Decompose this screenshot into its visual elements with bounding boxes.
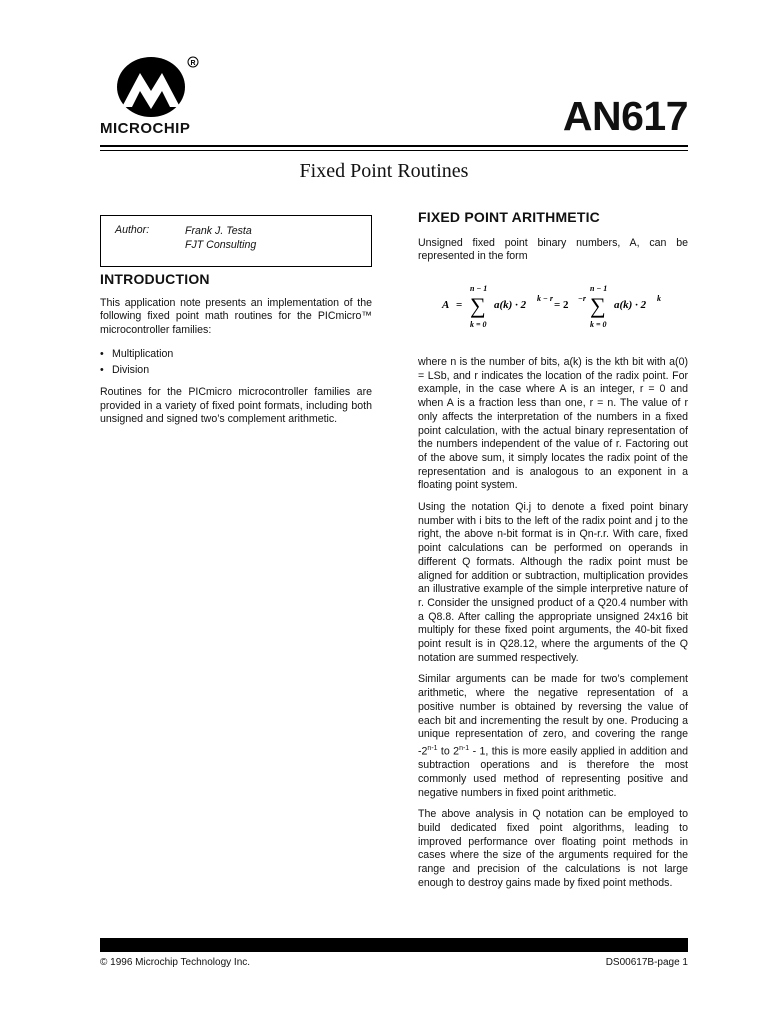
fixed-point-paragraph-2: where n is the number of bits, a(k) is the kth bit with a(0) = LSb, and r indicates the location of the radix point. For example, in the case where A is an integer, r = 0 and when A is a fraction less than one, r = n. The value of r only affects the interpretation of the numbers in a fixed point calculation, with the actual binary representation of the numbers independent of the value of r. Factoring out of the above sum, it simply locates the radix point of the representation and is analogous to an exponent in a floating point system.	[418, 356, 688, 492]
formula-exp-1: k − r	[537, 294, 553, 303]
fixed-point-paragraph-1: Unsigned fixed point binary numbers, A, can be represented in the form	[418, 236, 688, 263]
formula-upper-1: n − 1	[470, 284, 488, 293]
bullet-item: • Division	[100, 362, 372, 378]
author-name-block	[185, 224, 256, 252]
introduction-heading: INTRODUCTION	[100, 271, 210, 287]
left-column	[100, 273, 372, 435]
page-title: Fixed Point Routines	[299, 160, 469, 182]
author-company: FJT Consulting	[185, 239, 257, 251]
brand-wordmark: MICROCHIP	[100, 120, 191, 137]
p4-sup-2: n-1	[459, 744, 470, 752]
header-rule-thin	[100, 150, 688, 151]
intro-paragraph-2: Routines for the PICmicro microcontroller families are provided in a variety of fixed point formats, including both unsigned and signed two’s complement arithmetic.	[100, 385, 372, 426]
formula-exp-2: −r	[578, 294, 586, 303]
svg-text:∑: ∑	[590, 293, 606, 318]
formula-upper-2: n − 1	[590, 284, 608, 293]
formula-term-2: a(k) · 2	[614, 299, 647, 311]
svg-text:=: =	[456, 299, 463, 311]
formula-eq-2: = 2	[554, 299, 569, 311]
formula-exp-3: k	[657, 294, 661, 303]
footer-bar	[100, 938, 688, 952]
fixed-point-formula	[418, 280, 688, 335]
intro-bullet-list	[100, 346, 372, 378]
fixed-point-paragraph-4	[418, 673, 688, 800]
fixed-point-paragraph-5: The above analysis in Q notation can be employed to build dedicated fixed point algorithms, leading to improved performance over floating point methods in cases where the size of the arguments required for the range and precision of the calculations is not large enough to destroy gains made by fixed point methods.	[418, 808, 688, 889]
author-name: Frank J. Testa	[185, 225, 252, 237]
doc-number: AN617	[562, 93, 688, 139]
p4-part-c: - 1, this is more easily applied in addition and subtraction operations and is therefore the most commonly used method of representing positive and negative numbers in fixed point arithmetic.	[418, 745, 688, 799]
right-column-top	[418, 211, 688, 272]
footer-copyright: © 1996 Microchip Technology Inc.	[100, 957, 251, 968]
svg-text:R: R	[190, 60, 196, 67]
intro-paragraph-1: This application note presents an implementation of the following fixed point math routines for the PICmicro™ microcontroller families:	[100, 296, 372, 337]
author-box	[100, 215, 372, 267]
formula-lower-2: k = 0	[590, 320, 607, 329]
p4-part-a: Similar arguments can be made for two’s complement arithmetic, where the negative representation of a positive number is obtained by reversing the value of each bit and incrementing the result by one. Producing a unique representation of zero, and covering the range -2	[418, 673, 688, 758]
author-label: Author:	[115, 224, 150, 236]
p4-sup-1: n-1	[427, 744, 438, 752]
right-column-body	[418, 356, 688, 899]
p4-part-b: to 2	[437, 745, 460, 758]
formula-lower-1: k = 0	[470, 320, 487, 329]
svg-text:∑: ∑	[470, 293, 486, 318]
fixed-point-paragraph-3: Using the notation Qi.j to denote a fixed point binary number with i bits to the left of the radix point and j to the right, the above n-bit format is in Qn-r.r. With care, fixed point calculations can be performed on operands in different Q formats. Although the radix point must be aligned for addition or subtraction, multiplication provides an illustrative example of the simple interpretive nature of r. Consider the unsigned product of a Q20.4 number with a Q8.8. After calling the appropriate unsigned 24x16 bit multiply for these fixed point arguments, the 40-bit fixed point result is in Q28.12, where the arguments of the Q notation are summed respectively.	[418, 501, 688, 664]
fixed-point-heading: FIXED POINT ARITHMETIC	[418, 209, 600, 225]
formula-lhs: A	[442, 299, 450, 311]
header-rule	[100, 145, 688, 147]
bullet-item: • Multiplication	[100, 346, 372, 362]
formula-term-1: a(k) · 2	[494, 299, 527, 311]
footer-page-number: DS00617B-page 1	[605, 957, 688, 968]
